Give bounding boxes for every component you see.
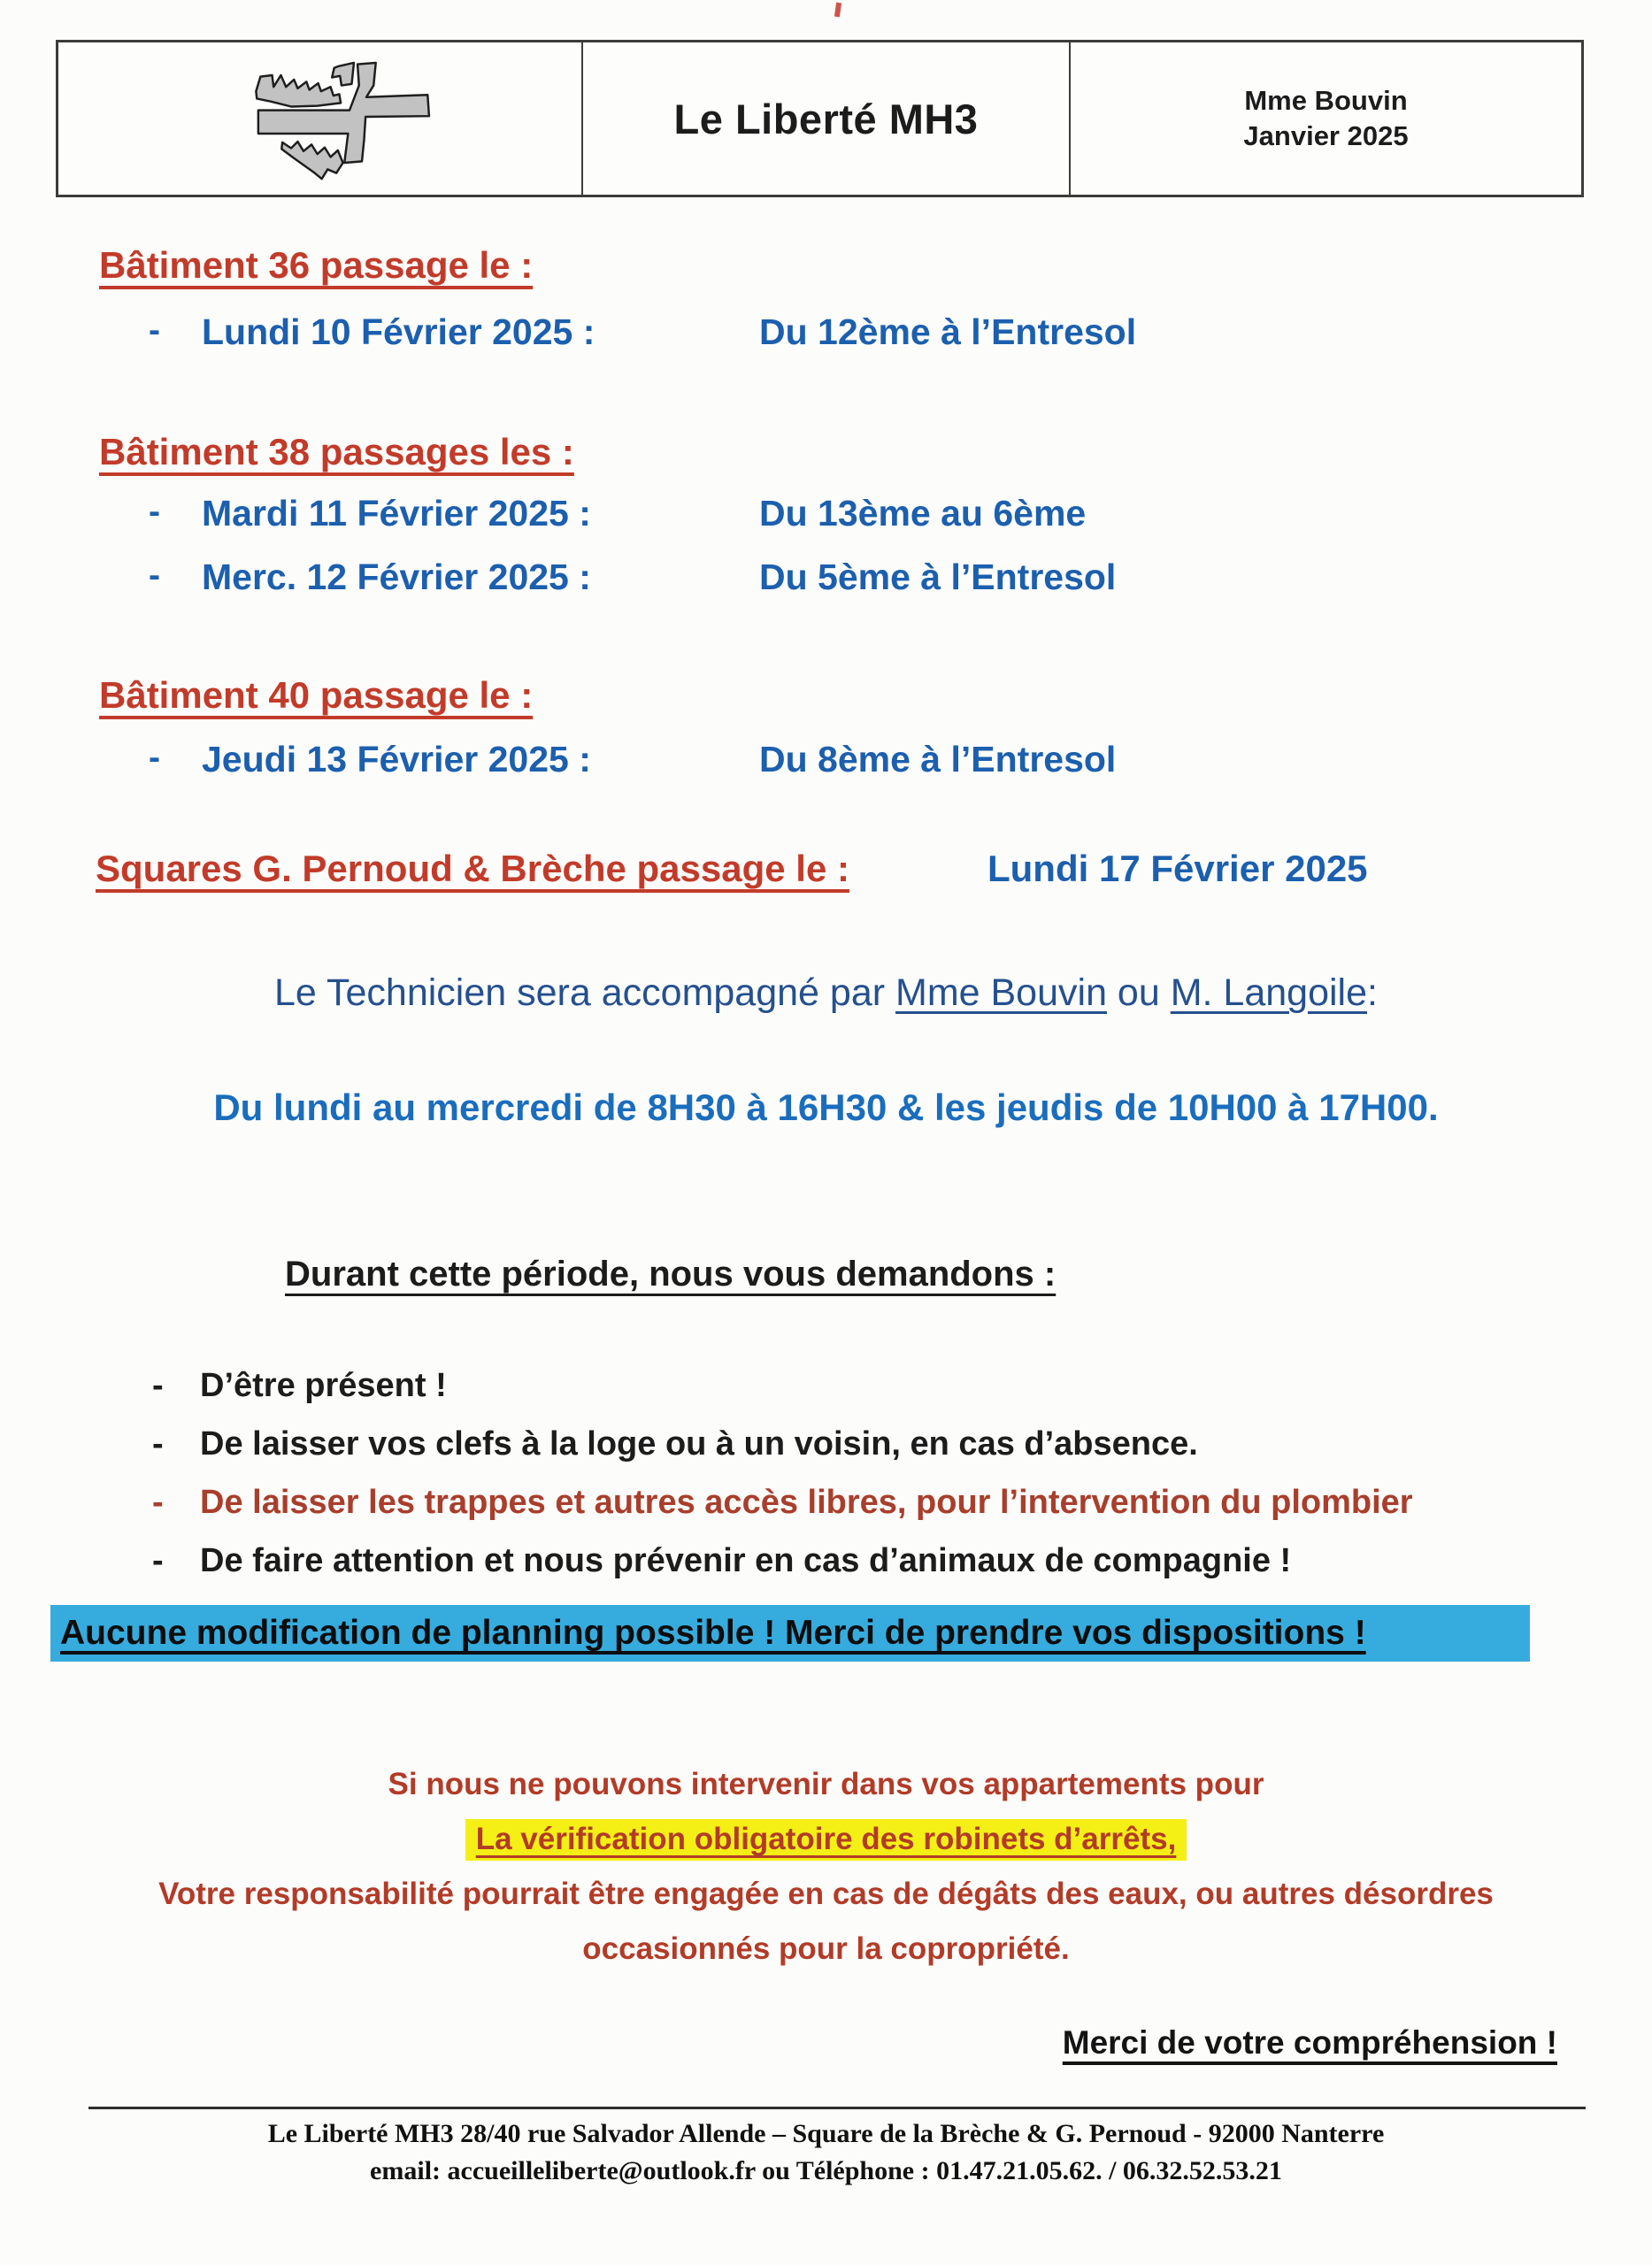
contact-date: Janvier 2025 (1243, 120, 1409, 151)
demand-item-red (0, 1484, 1652, 1528)
demand-text: De laisser vos clefs à la loge ou à un voisin, en cas d’absence. (200, 1425, 1198, 1463)
technician-name-langoile: M. Langoile (1170, 971, 1368, 1014)
schedule-date: Jeudi 13 Février 2025 : (202, 739, 591, 779)
bullet-dash: - (149, 739, 160, 777)
scan-artifact-red-mark (834, 3, 841, 18)
section-heading-squares: Squares G. Pernoud & Brèche passage le : (96, 848, 849, 889)
schedule-floor-range: Du 8ème à l’Entresol (759, 739, 1117, 779)
technician-suffix: : (1367, 971, 1378, 1014)
footer-divider (88, 2107, 1586, 2109)
demand-text: De faire attention et nous prévenir en cas d’animaux de compagnie ! (200, 1542, 1292, 1579)
bullet-dash: - (149, 311, 160, 349)
schedule-row (0, 493, 1652, 537)
squares-line (0, 848, 1652, 897)
schedule-floor-range: Du 13ème au 6ème (759, 493, 1087, 534)
section-heading-batiment-40: Bâtiment 40 passage le : (99, 674, 534, 716)
technician-prefix: Le Technicien sera accompagné par (274, 971, 895, 1014)
bullet-dash: - (152, 1367, 164, 1404)
header-contact-cell (1071, 42, 1581, 195)
schedule-floor-range: Du 5ème à l’Entresol (759, 557, 1117, 597)
bullet-dash: - (149, 493, 160, 531)
demands-heading: Durant cette période, nous vous demandons : (285, 1255, 1057, 1294)
bullet-dash: - (149, 557, 160, 595)
section-heading-batiment-36: Bâtiment 36 passage le : (99, 244, 534, 286)
bullet-dash: - (152, 1425, 164, 1463)
demand-text: D’être présent ! (200, 1367, 447, 1404)
schedule-date: Mardi 11 Février 2025 : (202, 493, 591, 534)
section-heading-batiment-38: Bâtiment 38 passages les : (99, 431, 574, 472)
schedule-date: Merc. 12 Février 2025 : (202, 557, 591, 597)
schedule-floor-range: Du 12ème à l’Entresol (759, 311, 1137, 352)
street-map-logo-icon (174, 46, 466, 192)
bullet-dash: - (152, 1542, 164, 1579)
warning-line-2 (0, 1812, 1652, 1867)
warning-line-3: Votre responsabilité pourrait être engagée en cas de dégâts des eaux, ou autres désordres (158, 1877, 1494, 1911)
demand-text: De laisser les trappes et autres accès libres, pour l’intervention du plombier (200, 1484, 1413, 1521)
document-title: Le Liberté MH3 (583, 42, 1071, 195)
bullet-dash: - (152, 1484, 164, 1521)
technician-separator: ou (1106, 971, 1171, 1014)
schedule-row (0, 557, 1652, 601)
schedule-row (0, 311, 1652, 356)
no-modification-notice-text: Aucune modification de planning possible ! Merci de prendre vos dispositions ! (60, 1614, 1366, 1652)
thanks-line: Merci de votre compréhension ! (1062, 2024, 1557, 2061)
technician-name-bouvin: Mme Bouvin (895, 971, 1107, 1014)
header-table (56, 40, 1584, 197)
footer-contact: email: accueilleliberte@outlook.fr ou Téléphone : 01.47.21.05.62. / 06.32.52.53.21 (370, 2156, 1282, 2185)
warning-paragraph (0, 1757, 1652, 1977)
demand-item (0, 1542, 1652, 1586)
header-logo-cell (58, 42, 583, 195)
footer-address: Le Liberté MH3 28/40 rue Salvador Allende – Square de la Brèche & G. Pernoud - 92000 Nanterre (267, 2119, 1385, 2148)
working-hours-line: Du lundi au mercredi de 8H30 à 16H30 & les jeudis de 10H00 à 17H00. (213, 1086, 1439, 1128)
schedule-date: Lundi 10 Février 2025 : (202, 311, 595, 352)
warning-highlighted-text: La vérification obligatoire des robinets d’arrêts, (465, 1819, 1187, 1861)
schedule-row (0, 739, 1652, 783)
warning-line-4: occasionnés pour la copropriété. (582, 1931, 1070, 1966)
warning-line-1: Si nous ne pouvons intervenir dans vos appartements pour (388, 1767, 1264, 1801)
demand-item (0, 1425, 1652, 1470)
no-modification-notice-band (50, 1605, 1530, 1662)
contact-name: Mme Bouvin (1244, 84, 1408, 116)
demand-item (0, 1367, 1652, 1411)
squares-date: Lundi 17 Février 2025 (987, 848, 1368, 889)
technician-line (0, 971, 1652, 1015)
